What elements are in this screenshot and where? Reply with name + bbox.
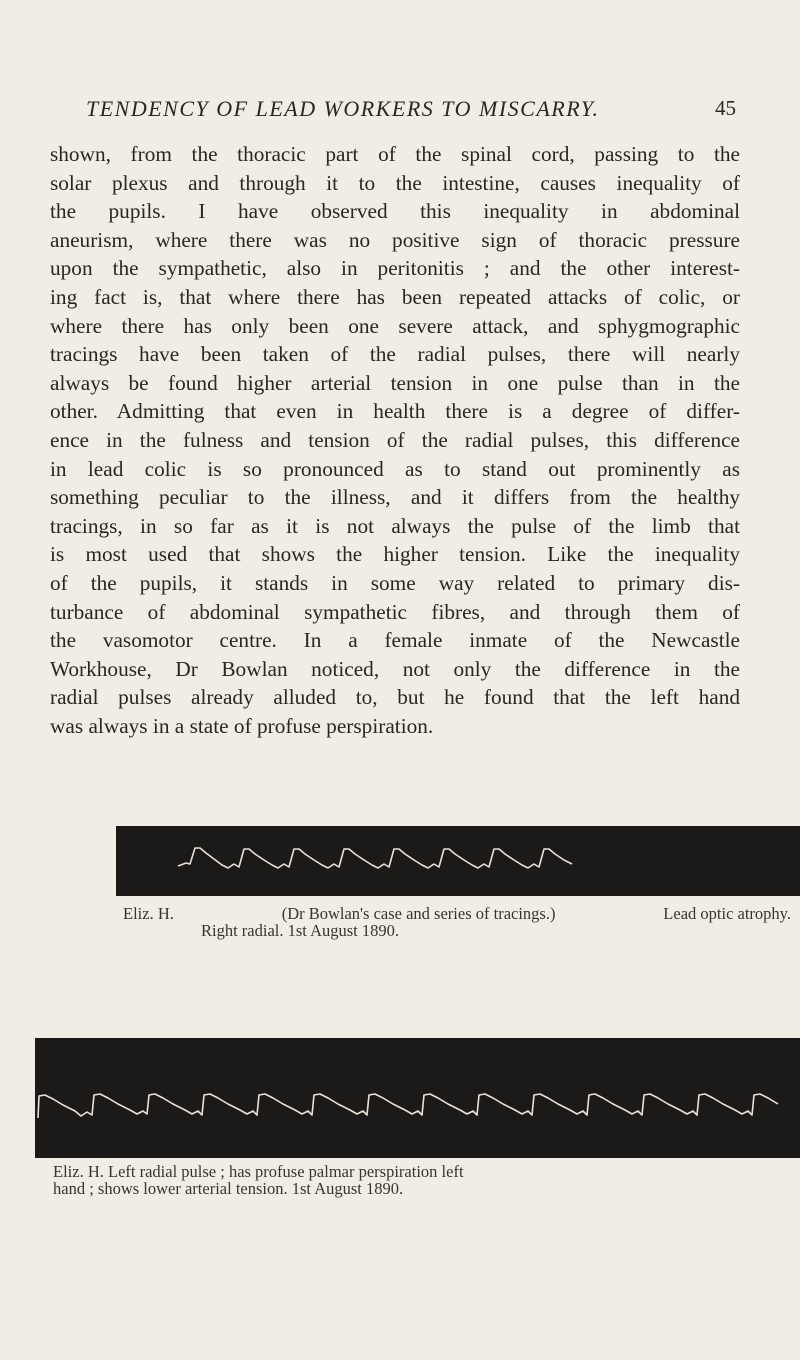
text-line: of the pupils, it stands in some way related to primary dis-	[50, 570, 740, 595]
body-paragraph	[50, 140, 740, 740]
text-line: tracings, in so far as it is not always the pulse of the limb that	[50, 513, 740, 538]
text-line: where there has only been one severe attack, and sphygmographic	[50, 313, 740, 338]
text-line: other. Admitting that even in health there is a degree of differ-	[50, 399, 740, 424]
figure-1-caption	[123, 905, 791, 939]
tracing-site-date: Right radial. 1st August 1890.	[201, 921, 399, 940]
running-title: TENDENCY OF LEAD WORKERS TO MISCARRY.	[86, 96, 600, 121]
page-number: 45	[715, 96, 736, 120]
pulse-tracing-right-radial	[116, 826, 800, 896]
text-line: ence in the fulness and tension of the radial pulses, this difference	[50, 427, 740, 452]
text-line: tracings have been taken of the radial pulses, there will nearly	[50, 342, 740, 367]
caption-row: hand ; shows lower arterial tension. 1st August 1890.	[53, 1179, 404, 1198]
text-line: upon the sympathetic, also in peritonitis ; and the other interest-	[50, 256, 740, 281]
text-line: turbance of abdominal sympathetic fibres, and through them of	[50, 599, 740, 624]
text-line: always be found higher arterial tension in one pulse than in the	[50, 370, 740, 395]
caption-row	[123, 905, 791, 922]
text-line: the vasomotor centre. In a female inmate of the Newcastle	[50, 628, 740, 653]
diagnosis-note: Lead optic atrophy.	[663, 904, 791, 923]
text-line: is most used that shows the higher tension. Like the inequality	[50, 542, 740, 567]
text-line: Workhouse, Dr Bowlan noticed, not only the difference in the	[50, 656, 740, 681]
text-line: solar plexus and through it to the intestine, causes inequality of	[50, 170, 740, 195]
pulse-waveform	[38, 1094, 778, 1118]
caption-row	[123, 922, 791, 939]
text-line: aneurism, where there was no positive sign of thoracic pressure	[50, 227, 740, 252]
tracing-graphic	[116, 826, 800, 896]
tracing-graphic	[35, 1038, 800, 1158]
pulse-tracing-left-radial	[35, 1038, 800, 1158]
patient-label: Eliz. H.	[123, 904, 174, 923]
text-line: in lead colic is so pronounced as to stand out prominently as	[50, 456, 740, 481]
text-line: the pupils. I have observed this inequality in abdominal	[50, 199, 740, 224]
text-line: was always in a state of profuse perspiration.	[50, 713, 434, 738]
running-header	[86, 96, 736, 128]
case-note: (Dr Bowlan's case and series of tracings.)	[281, 904, 556, 923]
pulse-waveform	[178, 848, 572, 868]
text-line: ing fact is, that where there has been repeated attacks of colic, or	[50, 284, 740, 309]
text-line: shown, from the thoracic part of the spinal cord, passing to the	[50, 142, 740, 166]
text-line: radial pulses already alluded to, but he found that the left hand	[50, 685, 740, 710]
caption-row: Eliz. H. Left radial pulse ; has profuse palmar perspiration left	[53, 1162, 464, 1181]
text-line: something peculiar to the illness, and it differs from the healthy	[50, 485, 740, 510]
figure-2-caption	[53, 1163, 753, 1197]
